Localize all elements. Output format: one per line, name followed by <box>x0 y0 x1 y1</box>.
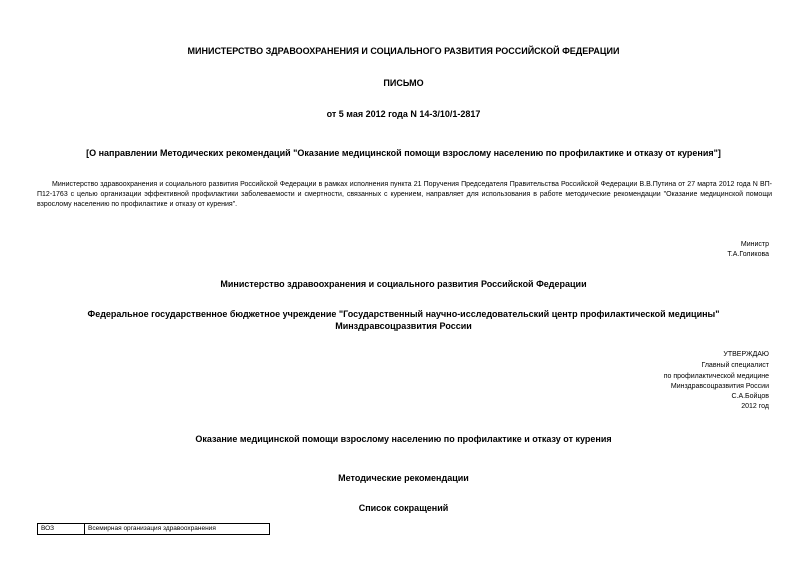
abbreviation-cell: ВОЗ <box>38 524 85 535</box>
ministry-heading: МИНИСТЕРСТВО ЗДРАВООХРАНЕНИЯ И СОЦИАЛЬНОГО РАЗВИТИЯ РОССИЙСКОЙ ФЕДЕРАЦИИ <box>187 46 620 56</box>
attachment-institution: Федеральное государственное бюджетное учреждение "Государственный научно-исследовательский центр профилактической медицины" Минздравсоцразвития России <box>87 309 720 331</box>
approval-line-2: Главный специалист <box>701 362 769 369</box>
approval-line-4: Минздравсоцразвития России <box>670 383 769 390</box>
abbreviations-table <box>37 523 270 535</box>
table-row <box>38 524 270 535</box>
approval-line-3: по профилактической медицине <box>663 373 769 380</box>
approval-line-6: 2012 год <box>741 403 769 410</box>
signature-position: Министр <box>740 241 769 248</box>
approval-line-1: УТВЕРЖДАЮ <box>723 351 769 358</box>
document-date-number: от 5 мая 2012 года N 14-3/10/1-2817 <box>326 109 481 119</box>
recommendations-title: Оказание медицинской помощи взрослому населению по профилактике и отказу от курения <box>195 434 612 444</box>
abbreviation-meaning-cell: Всемирная организация здравоохранения <box>85 524 270 535</box>
abbreviations-title: Список сокращений <box>358 503 449 513</box>
document-type: ПИСЬМО <box>383 78 424 88</box>
letter-body-paragraph: Министерство здравоохранения и социального развития Российской Федерации в рамках исполнения пункта 21 Поручения Председателя Правительства Российской Федерации В.В.Путина от 27 марта 2012 года N ВП-П12-1763 с целью организации эффективной профилактики заболеваемости и смертности, связанных с курением, направляет для использования в работе методические рекомендации "Оказание медицинской помощи взрослому населению по профилактике и отказу от курения". <box>37 181 772 208</box>
signature-name: Т.А.Голикова <box>727 251 769 258</box>
document-subject: [О направлении Методических рекомендаций "Оказание медицинской помощи взрослому населению по профилактике и отказу от курения"] <box>86 148 721 158</box>
recommendations-subtitle: Методические рекомендации <box>338 473 469 483</box>
approval-line-5: С.А.Бойцов <box>731 393 769 400</box>
attachment-ministry: Министерство здравоохранения и социального развития Российской Федерации <box>220 279 587 289</box>
